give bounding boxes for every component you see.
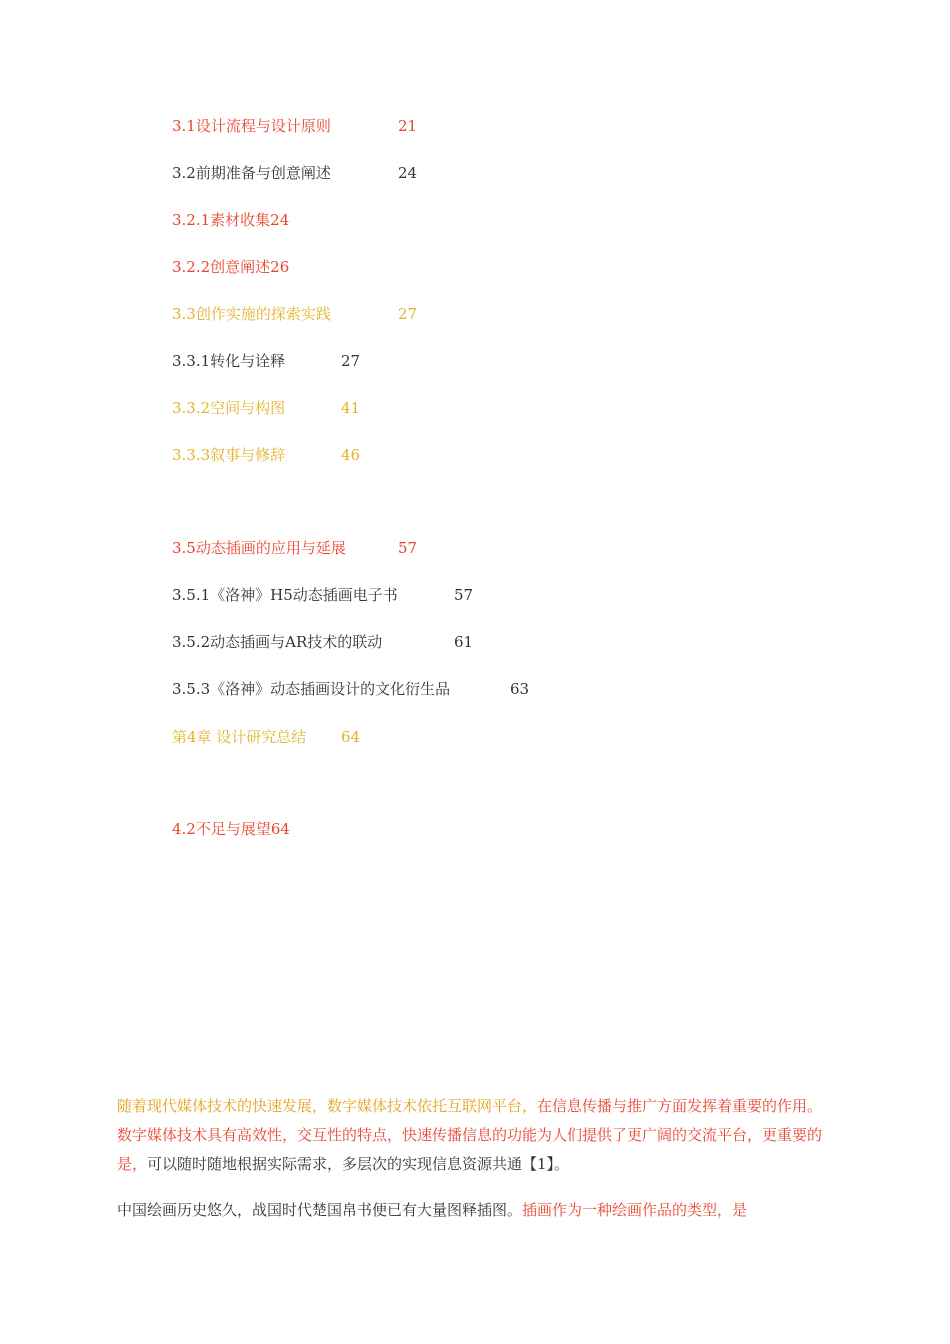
toc-entry-title: 3.5.1《洛神》H5动态插画电子书	[172, 586, 398, 604]
toc-entry-page: 57	[398, 539, 418, 557]
toc-entry[interactable]	[172, 398, 360, 418]
toc-entry-page: 21	[398, 117, 418, 135]
toc-entry-title: 3.5.3《洛神》动态插画设计的文化衍生品	[172, 680, 451, 698]
toc-entry-page: 64	[341, 728, 361, 746]
paragraph-text-highlight: 随着现代媒体技术的快速发展，数字媒体技术依托互联网平台，	[117, 1097, 538, 1115]
toc-entry-title: 3.3.3叙事与修辞	[172, 446, 286, 464]
toc-entry[interactable]	[172, 632, 473, 652]
toc-entry[interactable]	[172, 304, 417, 324]
toc-entry-title: 3.3.2空间与构图	[172, 399, 286, 417]
toc-entry[interactable]	[172, 351, 360, 371]
toc-entry-page: 41	[341, 399, 361, 417]
toc-entry[interactable]	[172, 116, 417, 136]
toc-entry-page: 57	[454, 586, 474, 604]
toc-entry-title: 3.3创作实施的探索实践	[172, 305, 331, 323]
toc-entry-page: 61	[454, 633, 474, 651]
paragraph-text: 可以随时随地根据实际需求，多层次的实现信息资源共通【1】。	[147, 1155, 570, 1173]
toc-entry[interactable]	[172, 163, 417, 183]
toc-entry-title: 3.1设计流程与设计原则	[172, 117, 331, 135]
paragraph-text-highlight: 在信息传播与推广方面发挥着重要的作用。数字媒体技术具有高效性，交互性的特点，快速传播信息的功能为人们提供了更广阔的交流平台，更重要的是，	[117, 1097, 823, 1173]
toc-entry[interactable]	[172, 257, 289, 277]
toc-entry-page: 27	[341, 352, 361, 370]
body-paragraph	[117, 1196, 837, 1225]
toc-entry-title: 3.3.1转化与诠释	[172, 352, 286, 370]
toc-entry[interactable]	[172, 538, 417, 558]
toc-entry[interactable]	[172, 679, 529, 699]
toc-entry[interactable]	[172, 585, 473, 605]
toc-entry[interactable]	[172, 210, 289, 230]
toc-entry-page: 46	[341, 446, 361, 464]
toc-entry-page: 24	[398, 164, 418, 182]
toc-entry-title: 3.5.2动态插画与AR技术的联动	[172, 633, 383, 651]
paragraph-text-highlight: 插画作为一种绘画作品的类型，是	[522, 1201, 748, 1219]
toc-entry[interactable]	[172, 727, 360, 747]
body-paragraph	[117, 1092, 837, 1179]
toc-entry-title: 3.2前期准备与创意阐述	[172, 164, 331, 182]
toc-entry-title: 4.2不足与展望64	[172, 820, 290, 838]
toc-entry-title: 3.5动态插画的应用与延展	[172, 539, 346, 557]
toc-entry-title: 第4章 设计研究总结	[172, 728, 307, 746]
toc-entry[interactable]	[172, 445, 360, 465]
toc-entry-page: 63	[510, 680, 530, 698]
toc-entry[interactable]	[172, 819, 290, 839]
toc-entry-title: 3.2.1素材收集24	[172, 211, 290, 229]
toc-entry-title: 3.2.2创意阐述26	[172, 258, 290, 276]
paragraph-text: 中国绘画历史悠久，战国时代楚国帛书便已有大量图释插图。	[117, 1201, 523, 1219]
toc-entry-page: 27	[398, 305, 418, 323]
